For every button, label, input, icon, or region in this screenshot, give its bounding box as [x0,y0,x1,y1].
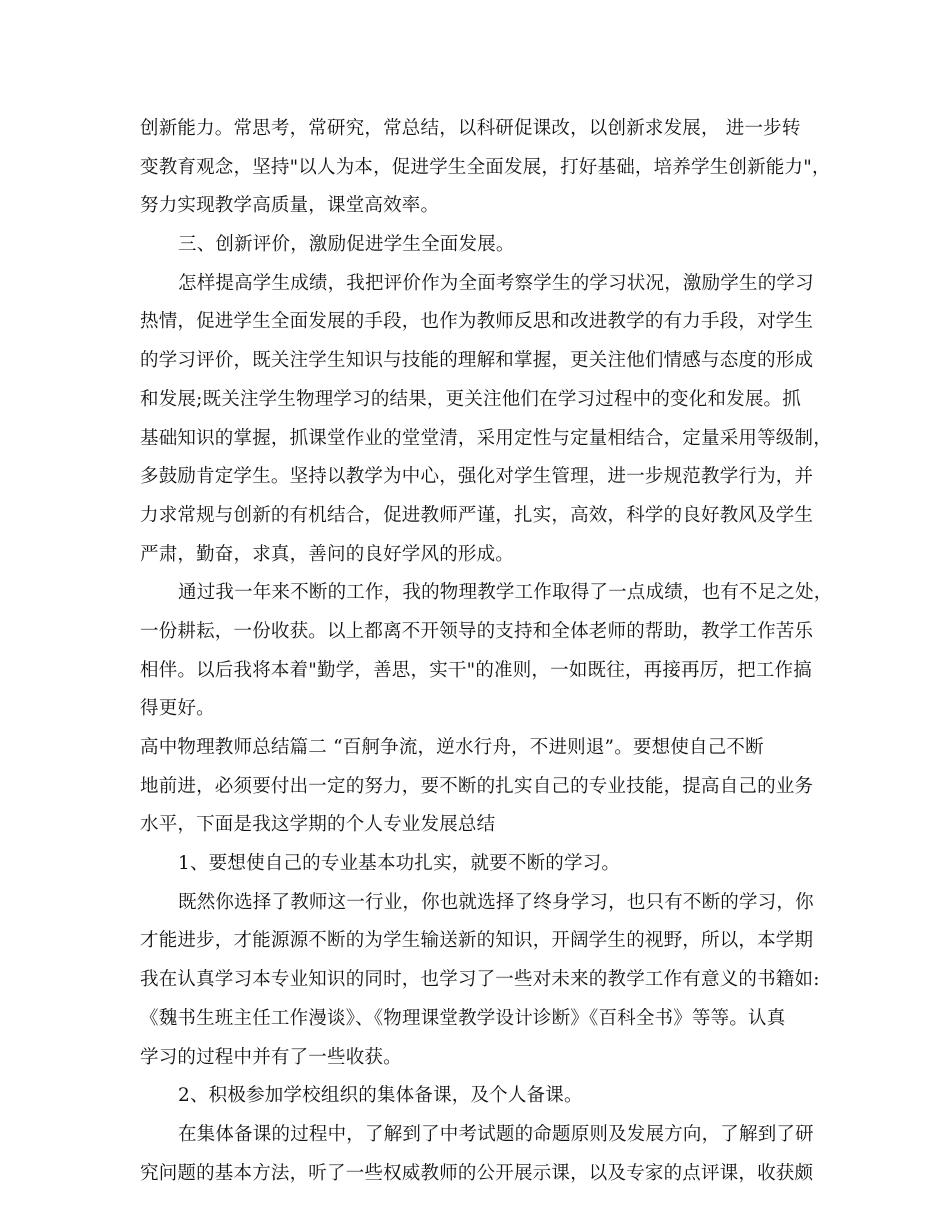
text-line: 地前进，必须要付出一定的努力，要不断的扎实自己的专业技能，提高自己的业务 [140,775,814,797]
text-line: 基础知识的掌握，抓课堂作业的堂堂清，采用定性与定量相结合，定量采用等级制， [140,427,832,449]
text-line: 努力实现教学高质量，课堂高效率。 [140,195,440,217]
text-line: 多鼓励肯定学生。坚持以教学为中心，强化对学生管理，进一步规范教学行为，并 [140,466,814,488]
text-line: 力求常规与创新的有机结合，促进教师严谨，扎实，高效，科学的良好教风及学生 [140,504,814,526]
text-line: 相伴。以后我将本着"勤学，善思，实干"的准则，一如既往，再接再厉，把工作搞 [140,659,812,681]
section-heading: 1、要想使自己的专业基本功扎实，就要不断的学习。 [178,853,621,875]
text-line: 一份耕耘，一份收获。以上都离不开领导的支持和全体老师的帮助，教学工作苦乐 [140,620,814,642]
text-line: 学习的过程中并有了一些收获。 [140,1046,402,1068]
text-line: 严肃，勤奋，求真，善问的良好学风的形成。 [140,543,515,565]
text-line: 究问题的基本方法，听了一些权威教师的公开展示课，以及专家的点评课，收获颇 [140,1162,814,1184]
text-line: 变教育观念，坚持"以人为本，促进学生全面发展，打好基础，培养学生创新能力"， [140,156,831,178]
section-heading: 2、积极参加学校组织的集体备课，及个人备课。 [178,1085,583,1107]
document-body [140,110,833,1193]
text-line: 水平，下面是我这学期的个人专业发展总结 [140,814,496,836]
text-line: 怎样提高学生成绩，我把评价作为全面考察学生的学习状况，激励学生的学习 [178,272,814,294]
section-heading: 三、创新评价，激励促进学生全面发展。 [178,234,515,256]
text-line: 和发展;既关注学生物理学习的结果，更关注他们在学习过程中的变化和发展。抓 [140,388,801,410]
text-line: 《魏书生班主任工作漫谈》、《物理课堂教学设计诊断》《百科全书》等等。认真 [140,1007,786,1029]
article-heading: 高中物理教师总结篇二 “百舸争流，逆水行舟，不进则退”。要想使自己不断 [140,737,764,758]
text-line: 在集体备课的过程中，了解到了中考试题的命题原则及发展方向，了解到了研 [178,1123,814,1145]
text-line: 创新能力。常思考，常研究，常总结，以科研促课改，以创新求发展， 进一步转 [140,118,801,139]
text-line: 的学习评价，既关注学生知识与技能的理解和掌握，更关注他们情感与态度的形成 [140,350,814,372]
text-line: 既然你选择了教师这一行业，你也就选择了终身学习，也只有不断的学习，你 [178,891,814,913]
text-line: 通过我一年来不断的工作，我的物理教学工作取得了一点成绩，也有不足之处， [178,582,833,604]
text-line: 我在认真学习本专业知识的同时，也学习了一些对未来的教学工作有意义的书籍如: [140,969,820,991]
text-line: 才能进步，才能源源不断的为学生输送新的知识，开阔学生的视野，所以，本学期 [140,930,814,952]
text-line: 热情，促进学生全面发展的手段，也作为教师反思和改进教学的有力手段，对学生 [140,311,814,333]
text-line: 得更好。 [140,698,215,720]
